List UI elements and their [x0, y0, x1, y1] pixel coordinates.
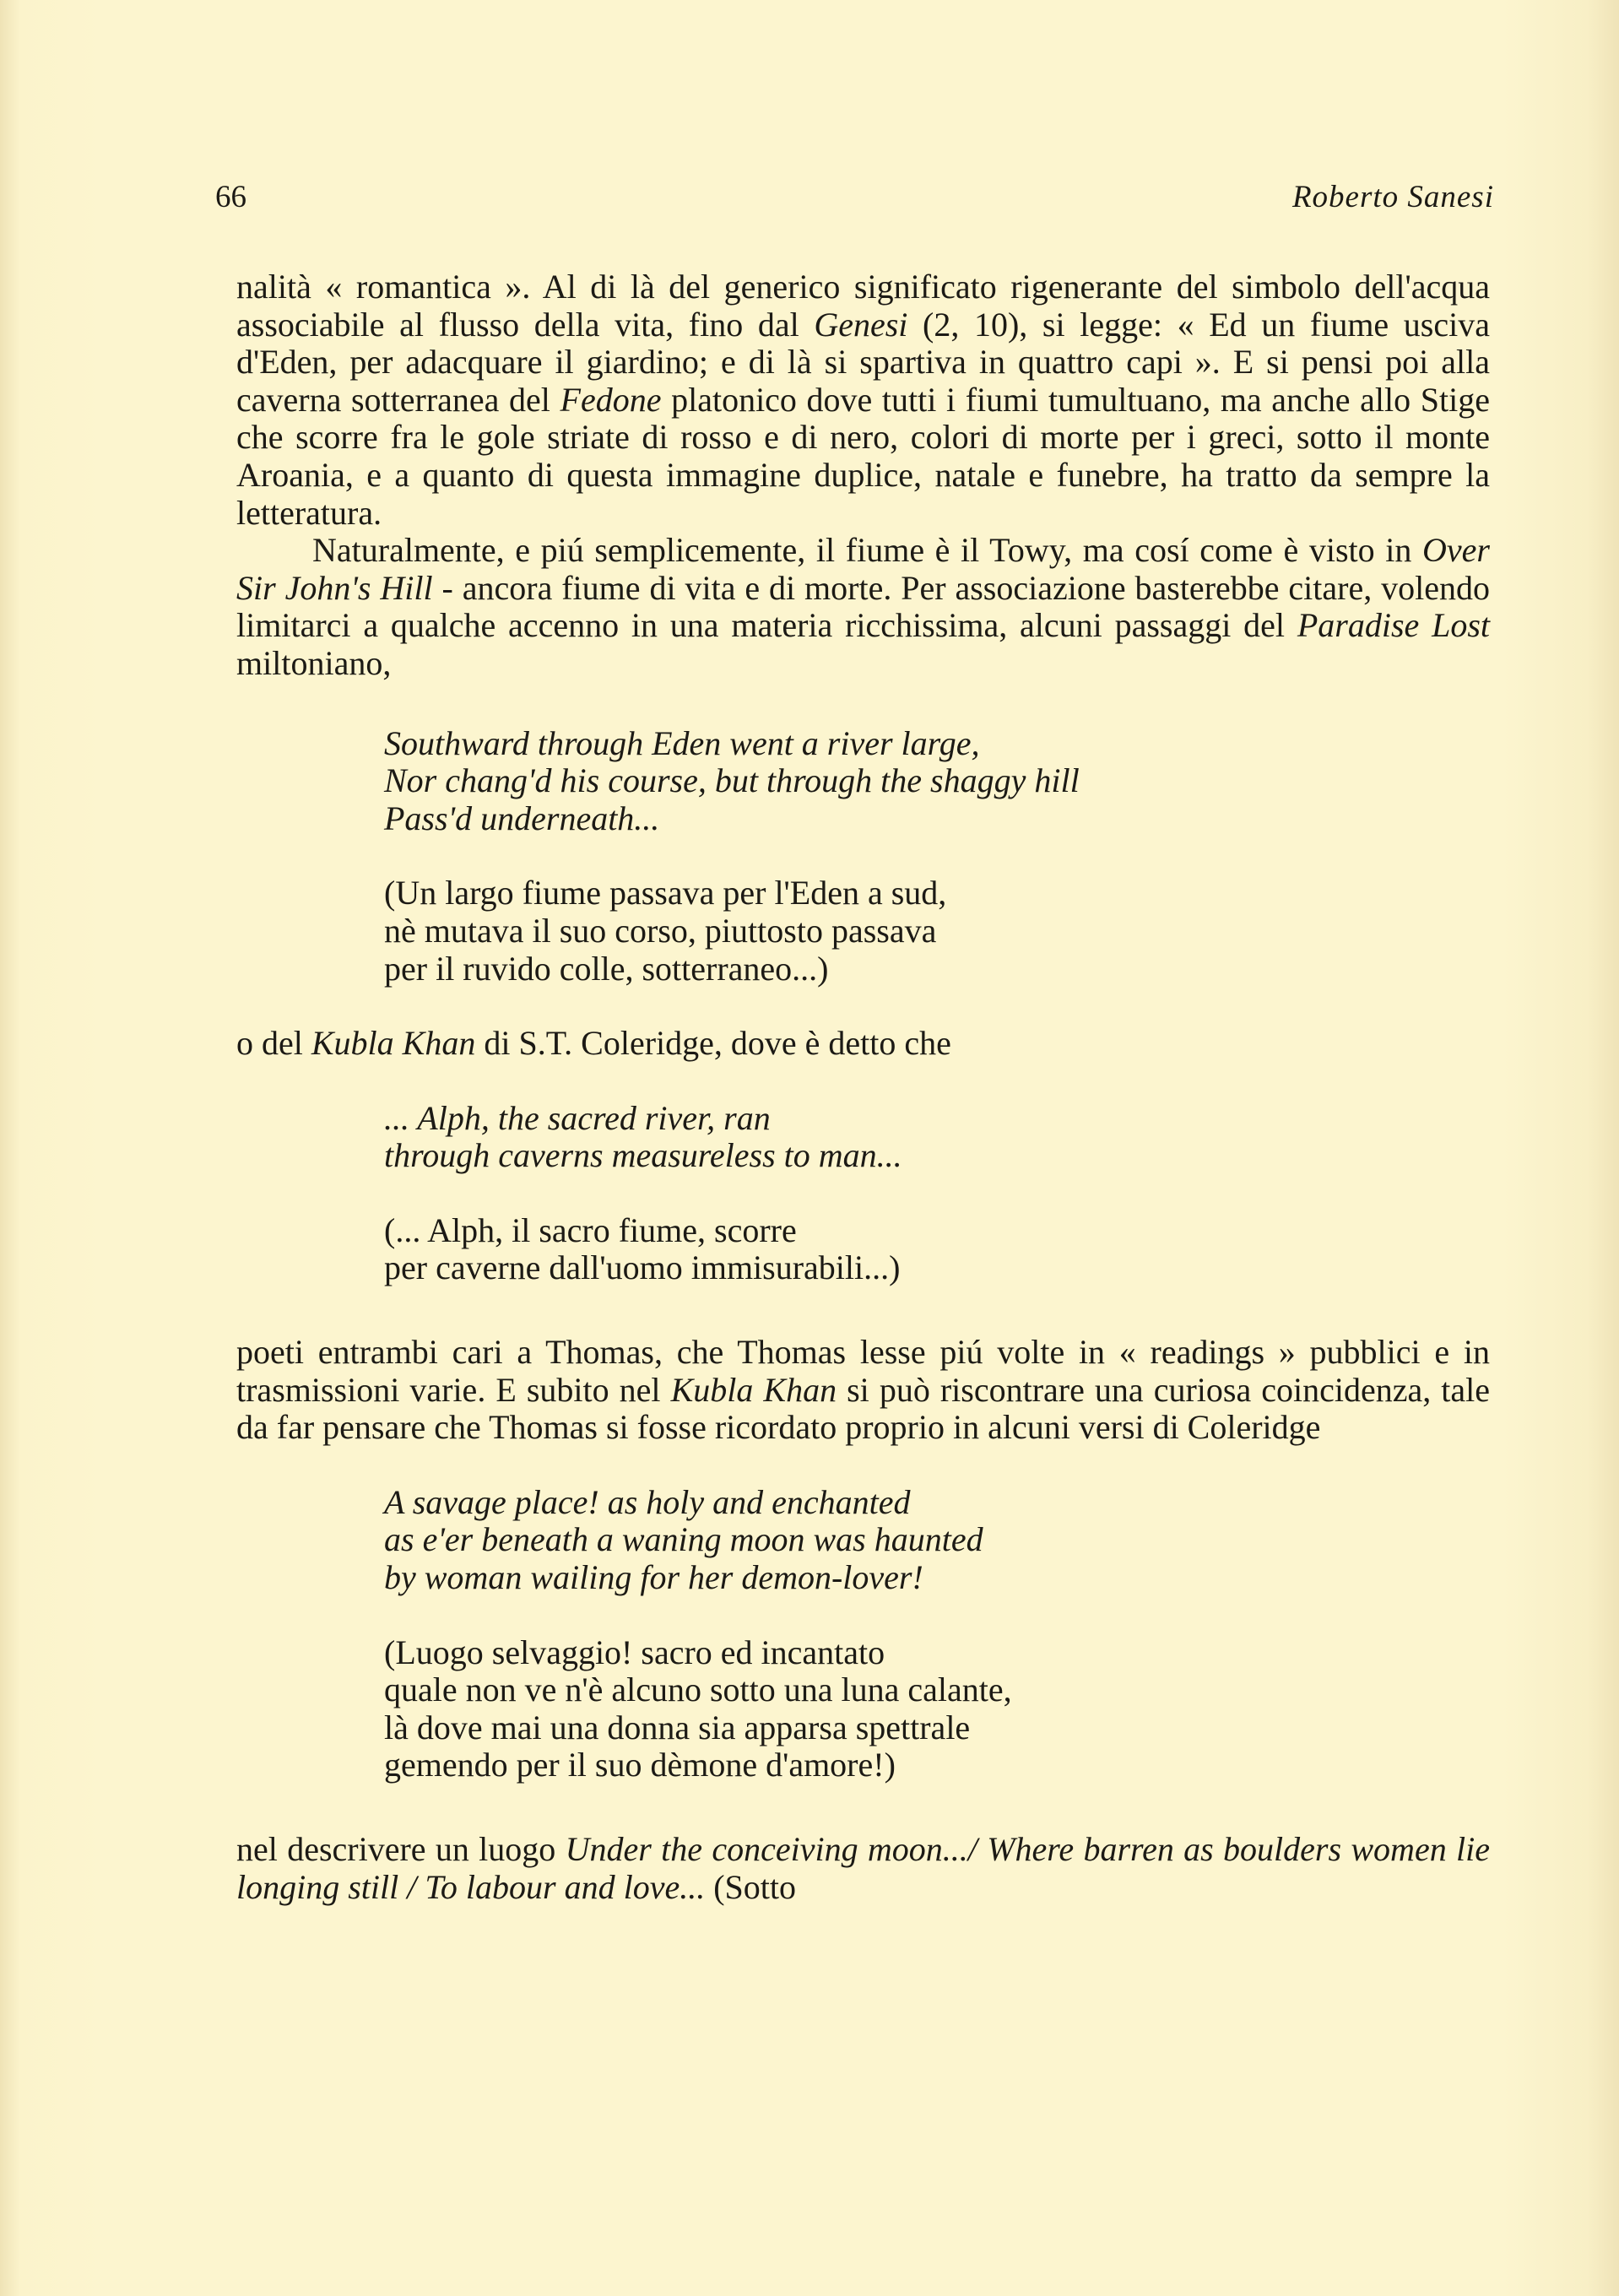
verse-line: as e'er beneath a waning moon was haunted — [384, 1520, 983, 1559]
verse-line: (Un largo fiume passava per l'Eden a sud, — [384, 874, 947, 912]
running-head-author: Roberto Sanesi — [1291, 180, 1494, 214]
page-number: 66 — [215, 180, 246, 214]
verse-line: gemendo per il suo dèmone d'amore!) — [384, 1746, 896, 1784]
verse-line: per il ruvido colle, sotterraneo...) — [384, 949, 829, 988]
verse-line: through caverns measureless to man... — [384, 1136, 902, 1175]
verse-line: là dove mai una donna sia apparsa spettrale — [384, 1708, 971, 1746]
verse-line: per caverne dall'uomo immisurabili...) — [384, 1248, 901, 1287]
verse-line: ... Alph, the sacred river, ran — [384, 1098, 771, 1137]
paragraph-3: o del Kubla Khan di S.T. Coleridge, dove è detto che — [236, 1024, 951, 1063]
quote-milton-italian — [384, 875, 1363, 988]
quote-coleridge-italian-1 — [384, 1212, 1363, 1287]
quote-coleridge-english-1 — [384, 1100, 1363, 1175]
verse-line: (... Alph, il sacro fiume, scorre — [384, 1210, 797, 1249]
verse-line: by woman wailing for her demon-lover! — [384, 1558, 923, 1597]
paragraph-5: nel descrivere un luogo Under the conceiving moon.../ Where barren as boulders women lie longing still / To labour and love... (Sotto — [236, 1830, 1490, 1906]
body-text — [236, 268, 1490, 1906]
quote-coleridge-italian-2 — [384, 1634, 1363, 1784]
paragraph-4: poeti entrambi cari a Thomas, che Thomas lesse piú volte in « readings » pubblici e in trasmissioni varie. E subito nel Kubla Khan si può riscontrare una curiosa coincidenza, tale da far pensare che Thomas si fosse ricordato proprio in alcuni versi di Coleridge — [236, 1333, 1491, 1447]
verse-line: Nor chang'd his course, but through the shaggy hill — [384, 761, 1080, 800]
verse-line: nè mutava il suo corso, piuttosto passava — [384, 911, 937, 950]
paragraph-1: nalità « romantica ». Al di là del generico significato rigenerante del simbolo dell'acqua associabile al flusso della vita, fino dal Genesi (2, 10), si legge: « Ed un fiume usciva d'Eden, per adacquare il giardino; e di là si spartiva in quattro capi ». E si pensi poi alla caverna sotterranea del Fedone platonico dove tutti i fiumi tumultuano, ma anche allo Stige che scorre fra le gole striate di rosso e di nero, colori di morte per i greci, sotto il monte Aroania, e a quanto di questa immagine duplice, natale e funebre, ha tratto da sempre la letteratura. — [236, 268, 1491, 532]
verse-line: Pass'd underneath... — [384, 799, 660, 837]
page-header — [0, 179, 1619, 230]
paragraph-2: Naturalmente, e piú semplicemente, il fiume è il Towy, ma cosí come è visto in Over Sir John's Hill - ancora fiume di vita e di morte. Per associazione basterebbe citare, volendo limitarci a qualche accenno in una materia ricchissima, alcuni passaggi del Paradise Lost miltoniano, — [236, 531, 1491, 682]
verse-line: (Luogo selvaggio! sacro ed incantato — [384, 1633, 885, 1671]
quote-coleridge-english-2 — [384, 1484, 1363, 1597]
verse-line: A savage place! as holy and enchanted — [384, 1482, 911, 1521]
verse-line: Southward through Eden went a river large, — [384, 723, 980, 762]
quote-milton-english — [384, 725, 1363, 838]
verse-line: quale non ve n'è alcuno sotto una luna calante, — [384, 1671, 1012, 1709]
